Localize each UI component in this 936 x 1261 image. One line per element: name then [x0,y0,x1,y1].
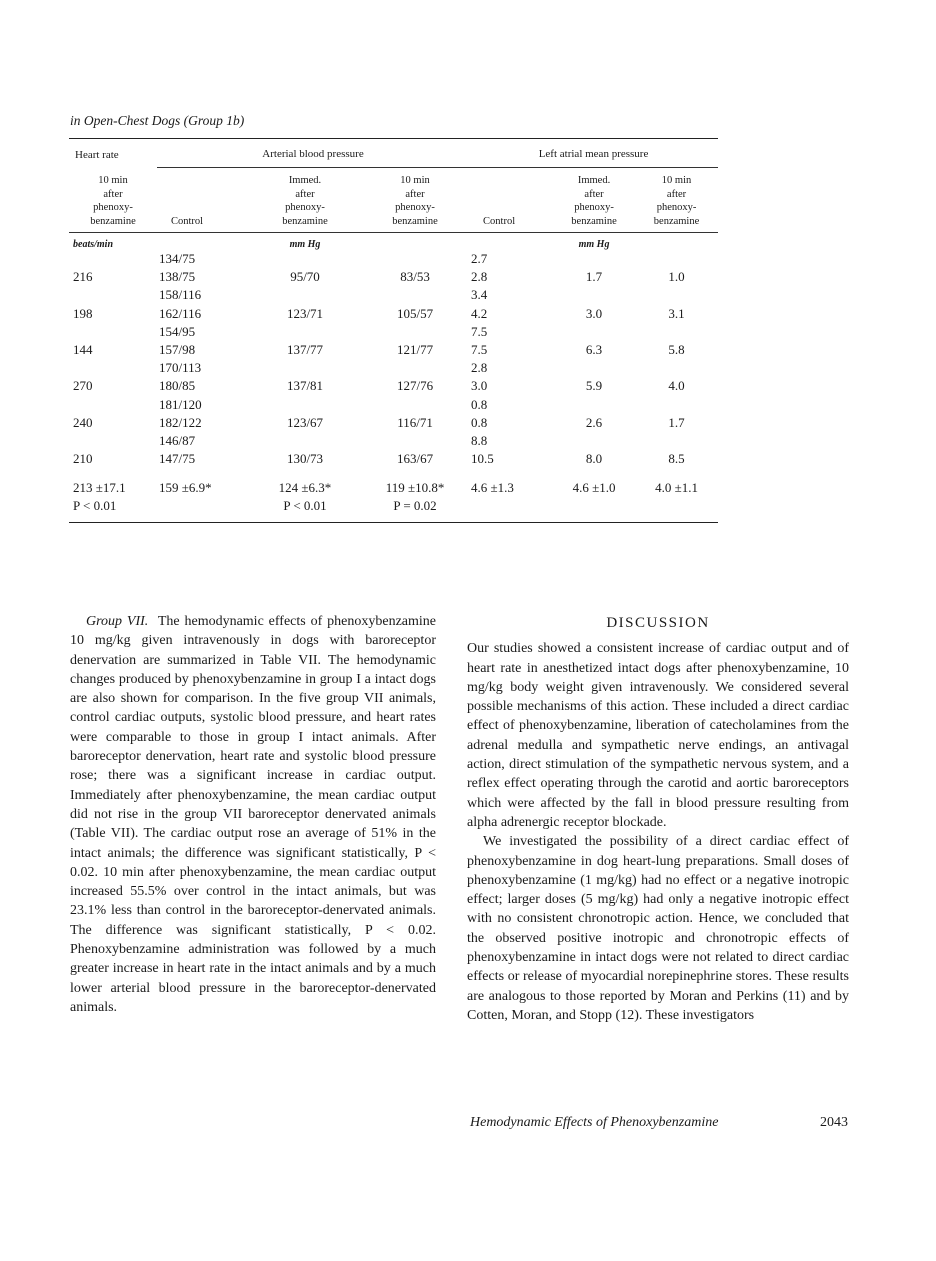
table-units-row [69,233,718,251]
table-cell [635,323,718,341]
table-cell: 216 [73,269,93,285]
table-cell: 198 [73,305,93,321]
table-cell: 119 ±10.8* [385,480,445,496]
table-cell: 270 [73,378,93,394]
table-cell: 154/95 [159,323,196,339]
table-cell [361,396,469,414]
data-table [69,138,718,523]
table-cell: 105/57 [396,305,434,321]
table-cell: 210 [73,451,93,467]
table-cell: 3.1 [668,305,685,321]
table-cell: 123/71 [286,305,324,321]
table-cell: 3.4 [471,287,488,303]
table-cell [553,250,635,268]
table-cell: 2.6 [585,414,603,430]
subheader-cell: Immed. after phenoxy- benzamine [553,168,635,233]
table-cell [553,396,635,414]
group-left-atrial-pressure: Left atrial mean pressure [469,139,718,168]
table-cell: 3.0 [471,378,488,394]
discussion-paragraph-2: We investigated the possibility of a direct cardiac effect of phenoxybenzamine in dog heart-lung preparations. Small doses of phenoxybenzamine (1 mg/kg) had no effect or a negative inotropic effect; larger doses (5 mg/kg) had only a negative inotropic effect with no consistent chronotropic action. Hence, we concluded that the observed positive inotropic and chronotropic effects of phenoxybenzamine in intact dogs were not related to direct cardiac effects or release of myocardial norepinephrine stores. These results are analogous to those reported by Moran and Perkins (11) and by Cotten, Moran, and Stopp (12). These investigators [467,834,849,1023]
table-cell: 2.8 [471,269,488,285]
table-cell: 8.0 [585,451,603,467]
table-cell: 123/67 [286,414,324,430]
table-cell: 1.7 [668,414,685,430]
units-arterial: mm Hg [289,239,321,250]
table-row [69,323,718,341]
table-row [69,432,718,450]
table-cell [249,286,361,304]
table-cell [635,496,718,523]
table-cell: 3.0 [585,305,603,321]
table-cell: 10.5 [471,451,494,467]
table-caption: in Open-Chest Dogs (Group 1b) [70,113,245,128]
table-cell [69,359,157,377]
table-cell: 7.5 [471,342,488,358]
table-cell: 182/122 [159,414,202,430]
subheader-cell: 10 min after phenoxy- benzamine [361,168,469,233]
table-cell: 121/77 [396,342,434,358]
table-row [69,305,718,323]
table-cell: 4.2 [471,305,488,321]
table-cell: 180/85 [159,378,196,394]
table-cell: 159 ±6.9* [159,480,212,496]
discussion-heading: DISCUSSION [606,615,710,631]
table-cell: 158/116 [159,287,202,303]
table-cell: 5.9 [585,378,603,394]
table-cell: 146/87 [159,432,196,448]
table-cell: 163/67 [396,451,434,467]
table-subheader [69,168,718,233]
table-cell [361,359,469,377]
table-cell [69,396,157,414]
table-cell [249,323,361,341]
table-p-row [69,496,718,523]
subheader-cell: Immed. after phenoxy- benzamine [249,168,361,233]
table-cell: 2.8 [471,360,488,376]
table-cell [249,359,361,377]
table-cell: 137/77 [286,342,324,358]
table-cell: 157/98 [159,342,196,358]
table-cell: 1.7 [585,269,603,285]
group-arterial-pressure: Arterial blood pressure [157,139,469,168]
table-cell: 2.7 [471,251,488,267]
table-cell [553,496,635,523]
table-cell: 137/81 [286,378,324,394]
table-cell [69,250,157,268]
subheader-cell: 10 min after phenoxy- benzamine [69,168,157,233]
table-cell: 124 ±6.3* [278,480,332,496]
table-cell: 144 [73,342,93,358]
table-cell: 6.3 [585,342,603,358]
table-cell [635,396,718,414]
group-vii-text: The hemodynamic effects of phenoxybenzamine 10 mg/kg given intravenously in dogs with baroreceptor denervation are summarized in Table VII. The hemodynamic changes produced by phenoxybenzamine in group I a intact dogs are also shown for comparison. In the five group VII animals, control cardiac outputs, systolic blood pressure, and heart rates were comparable to those in group I intact animals. After baroreceptor denervation, heart rate and systolic blood pressure rose; there was a significant increase in cardiac output. Immediately after phenoxybenzamine, the mean cardiac output did not rise in the group VII baroreceptor denervated animals (Table VII). The cardiac output rose an average of 51% in the intact animals; the difference was significant statistically, P < 0.02. 10 min after phenoxybenzamine, the mean cardiac output increased 55.5% over control in the intact animals, but was 23.1% less than control in the baroreceptor-denervated animals. The difference was significant statistically, P < 0.02. Phenoxybenzamine administration was followed by a much greater increase in heart rate in the intact animals and by a much lower arterial blood pressure in the baroreceptor-denervated animals. [70,614,437,1015]
table-cell: 181/120 [159,396,202,412]
table-cell: 7.5 [471,323,488,339]
table-group-header [69,139,718,168]
table-cell [249,250,361,268]
table-cell: 4.0 [668,378,685,394]
table-cell [249,432,361,450]
table-cell [635,359,718,377]
table-row [69,377,718,395]
running-title: Hemodynamic Effects of Phenoxybenzamine [470,1115,719,1130]
table-cell: P < 0.01 [283,498,327,514]
table-cell [361,250,469,268]
running-footer [470,1115,848,1131]
table-cell [469,496,553,523]
table-cell: 0.8 [471,396,488,412]
table-cell: 134/75 [159,251,196,267]
table-cell [361,432,469,450]
table-row [69,396,718,414]
table-cell [553,359,635,377]
table-cell: 240 [73,414,93,430]
table-cell: 162/116 [159,305,202,321]
group-heart-rate: Heart rate [75,148,119,161]
discussion-paragraph-1: Our studies showed a consistent increase of cardiac output and of heart rate in anesthetized intact dogs after phenoxybenzamine, 10 mg/kg body weight given intravenously. We considered several possible mechanisms of this action. These included a direct cardiac effect of phenoxybenzamine, liberation of catecholamines from the adrenal medulla and sympathetic nerve endings, an antivagal action, direct stimulation of the sympathetic nervous system, and a reflex effect operating through the carotid and aortic baroreceptors which were affected by the fall in blood pressure resulting from alpha adrenergic receptor blockade. [467,641,849,830]
table-cell: 116/71 [397,414,433,430]
table-cell: 170/113 [159,360,202,376]
table-cell: 213 ±17.1 [73,480,126,496]
table-row [69,414,718,432]
table-cell [361,323,469,341]
table-cell: 5.8 [668,342,685,358]
table-cell: 1.0 [668,269,685,285]
table-row [69,450,718,468]
table-cell [249,396,361,414]
table-cell [553,323,635,341]
table-cell [69,286,157,304]
table-cell [361,286,469,304]
table-cell [553,286,635,304]
table-row [69,250,718,268]
table-cell [635,250,718,268]
table-row [69,268,718,286]
table-row [69,286,718,304]
table-cell: 83/53 [400,269,430,285]
table-cell: 95/70 [290,269,320,285]
subheader-cell: Control [157,168,249,233]
table-cell: 4.6 ±1.0 [572,480,616,496]
table-cell: 4.0 ±1.1 [655,480,698,496]
table-cell: P < 0.01 [73,498,117,514]
units-atrial: mm Hg [578,239,610,250]
table-cell: 8.5 [668,451,685,467]
table-cell: 147/75 [159,451,196,467]
table-row [69,359,718,377]
left-column [70,612,436,1017]
table-cell [635,286,718,304]
table-cell: 127/76 [396,378,434,394]
table-cell [553,432,635,450]
units-heart-rate: beats/min [73,239,114,250]
group-vii-paragraph [70,612,436,1017]
table-row [69,341,718,359]
subheader-cell: Control [469,168,553,233]
table-cell: 130/73 [286,451,324,467]
page-number: 2043 [820,1115,848,1130]
table-cell [635,432,718,450]
table-cell: P = 0.02 [393,498,437,514]
table-cell: 138/75 [159,269,196,285]
table-cell: 4.6 ±1.3 [471,480,514,496]
table-cell: 8.8 [471,432,488,448]
right-column [467,612,849,1025]
table-mean-row [69,468,718,496]
table-cell: 0.8 [471,414,488,430]
table-cell [157,496,249,523]
table-cell [69,432,157,450]
subheader-cell: 10 min after phenoxy- benzamine [635,168,718,233]
group-vii-label: Group VII. [86,614,149,629]
table-cell [69,323,157,341]
